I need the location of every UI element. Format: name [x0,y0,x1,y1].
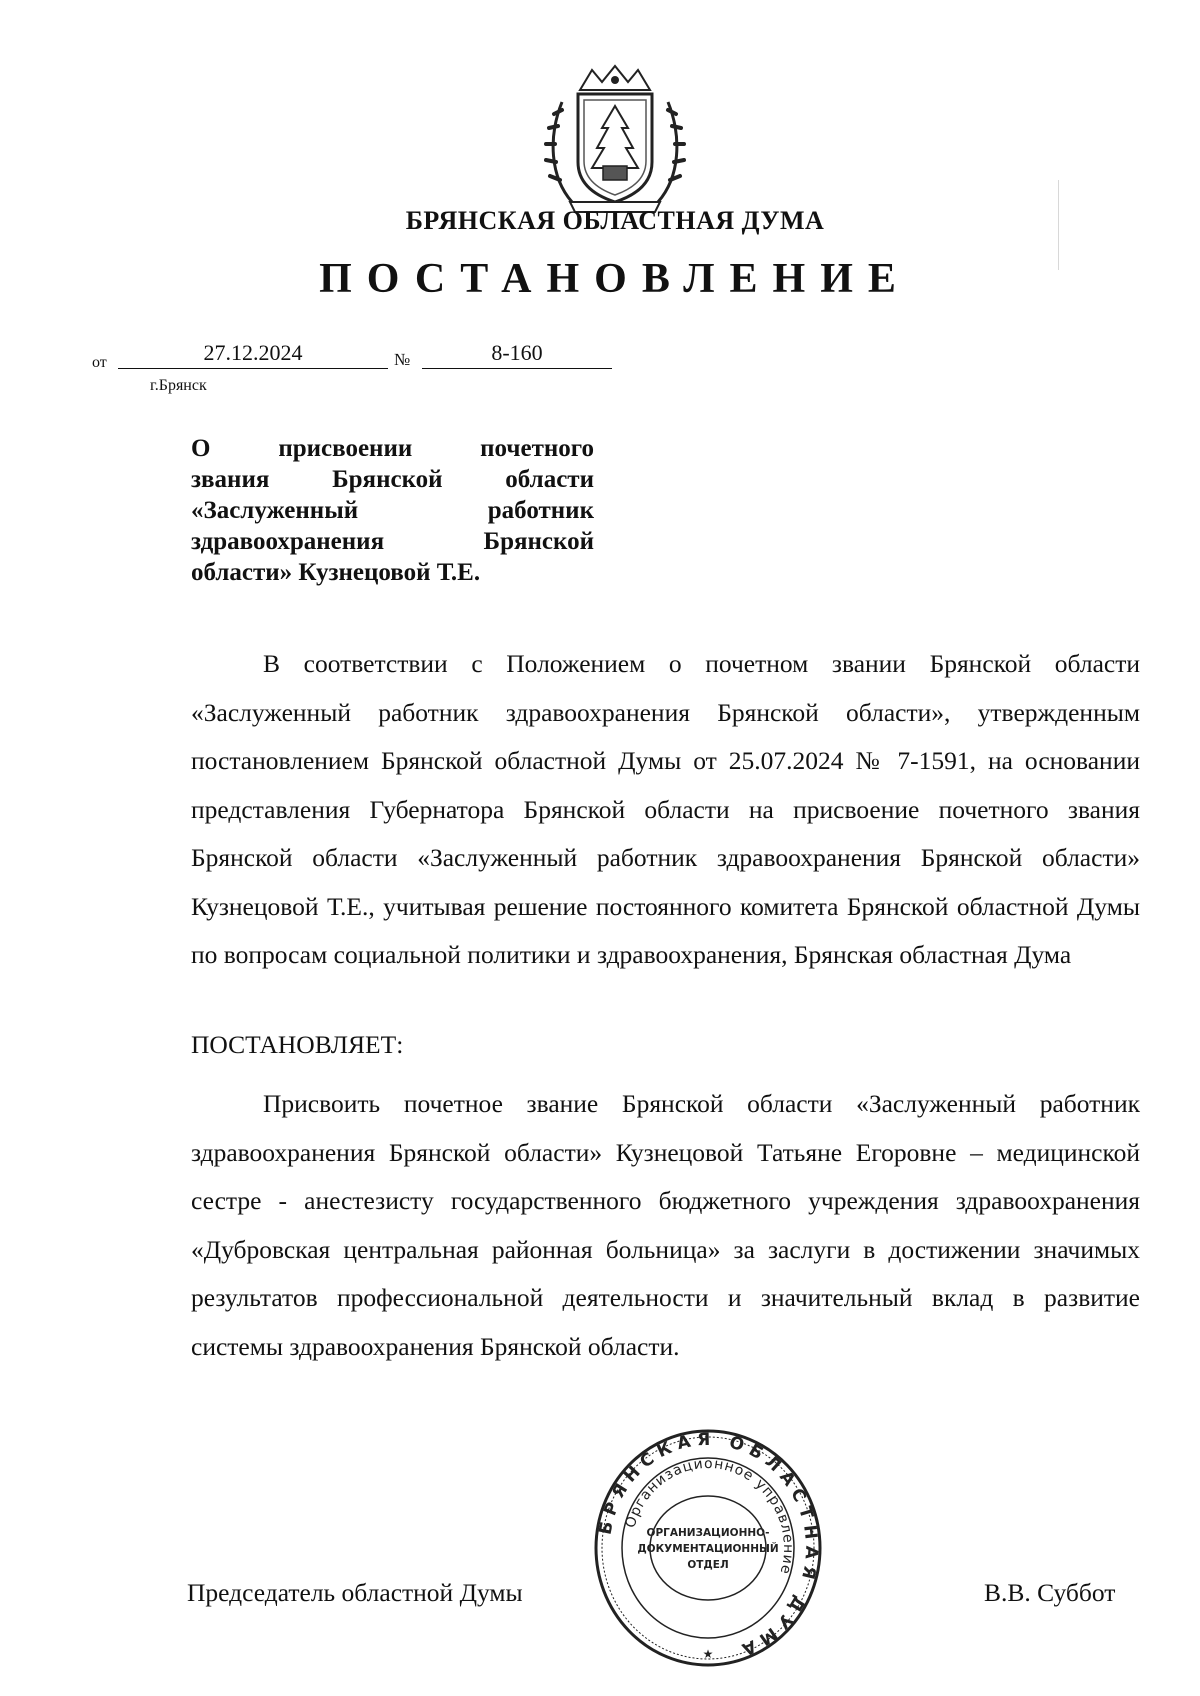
subject-line: области» Кузнецовой Т.Е. [191,559,481,586]
document-date: 27.12.2024 [118,340,388,369]
preamble-paragraph: В соответствии с Положением о почетном звании Брянской области «Заслуженный работник здравоохранения Брянской области», утвержденным постановлением Брянской областной Думы от 25.07.2024 № 7-1591, на основании представления Губернатора Брянской области на присвоение почетного звания Брянской области «Заслуженный работник здравоохранения Брянской области» Кузнецовой Т.Е., учитывая решение постоянного комитета Брянской областной Думы по вопросам социальной политики и здравоохранения, Брянская областная Дума [191,649,1140,969]
stamp-middle-text: Организационное управление [622,1455,797,1577]
document-subject [191,433,594,588]
stamp-star-icon: ★ [702,1647,714,1661]
resolve-heading: ПОСТАНОВЛЯЕТ: [191,1030,404,1059]
number-label: № [394,350,411,369]
resolution-paragraph: Присвоить почетное звание Брянской области «Заслуженный работник здравоохранения Брянской области» Кузнецовой Татьяне Егоровне – медицинской сестре - анестезисту государственного бюджетного учреждения здравоохранения «Дубровская центральная районная больница» за заслуги в достижении значимых результатов профессиональной деятельности и значительный вклад в развитие системы здравоохранения Брянской области. [191,1089,1140,1361]
stamp-outer-text: БРЯНСКАЯ ОБЛАСТНАЯ ДУМА [595,1429,822,1662]
subject-line: здравоохранения Брянской [191,528,594,555]
signatory-position: Председатель областной Думы [187,1578,523,1607]
official-stamp [593,1428,823,1668]
bryansk-coat-of-arms-icon [540,62,690,217]
document-city: г.Брянск [150,377,207,394]
stamp-center-line: ОРГАНИЗАЦИОННО- [646,1527,770,1539]
subject-line: «Заслуженный работник [191,497,594,524]
stamp-center-line: ДОКУМЕНТАЦИОННЫЙ [637,1543,779,1555]
document-number: 8-160 [422,340,612,369]
subject-line: О присвоении почетного [191,435,594,462]
stamp-center-line: ОТДЕЛ [687,1559,729,1571]
signatory-name: В.В. Суббот [984,1578,1116,1607]
organization-name: БРЯНСКАЯ ОБЛАСТНАЯ ДУМА [405,206,825,235]
date-label: от [92,354,107,371]
document-type-title: ПОСТАНОВЛЕНИЕ [319,256,911,302]
subject-line: звания Брянской области [191,466,594,493]
